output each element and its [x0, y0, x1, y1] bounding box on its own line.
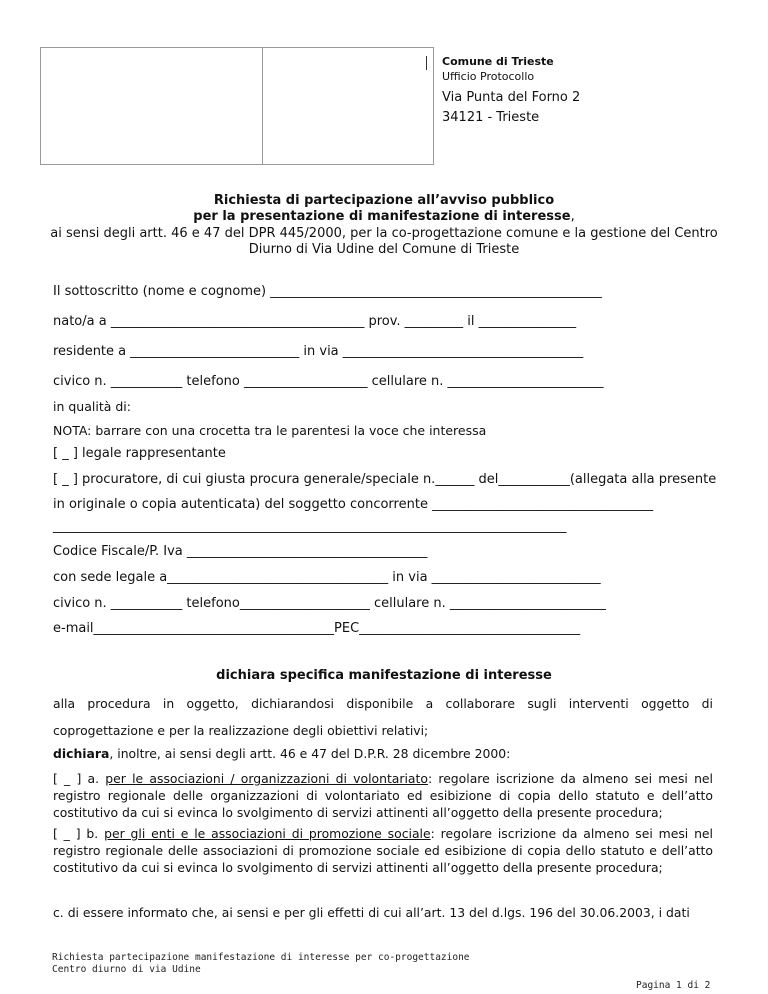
field-name[interactable]: Il sottoscritto (nome e cognome) ___________________________________________________ [53, 284, 602, 299]
field-contacts[interactable]: civico n. ___________ telefono ___________________ cellulare n. ________________________ [53, 374, 604, 389]
declaration-bold: dichiara [53, 746, 110, 761]
declaration-statement [53, 745, 713, 762]
field-office-contacts[interactable]: civico n. ___________ telefono____________________ cellulare n. ________________________ [53, 596, 606, 611]
protocol-stamp-box [40, 47, 434, 165]
footer-line1: Richiesta partecipazione manifestazione di interesse per co-progettazione [52, 952, 470, 963]
stamp-cell-right [262, 48, 435, 164]
option-b[interactable] [53, 825, 713, 876]
declaration-title: dichiara specifica manifestazione di interesse [216, 668, 552, 683]
field-tax-code[interactable]: Codice Fiscale/P. Iva _____________________________________ [53, 544, 428, 559]
option-b-subject: per gli enti e le associazioni di promozione sociale [104, 826, 431, 841]
document-subtitle [0, 209, 768, 224]
option-b-text: : regolare iscrizione da almeno sei mesi nel registro regionale delle associazioni di promozione sociale ed esibizione di copia dello statuto e dell’atto costitutivo da cui si evinca lo svolgimento di servizi attinenti all’oggetto della presente procedura; [53, 826, 713, 875]
checkbox-legal-representative[interactable]: [ _ ] legale rappresentante [53, 446, 226, 461]
option-a-text: : regolare iscrizione da almeno sei mesi nel registro regionale delle organizzazioni di volontariato ed esibizione di copia dello statuto e dell’atto costitutivo da cui si evinca lo svolgimento di servizi attinenti all’oggetto della presente procedura; [53, 771, 713, 820]
page-number: Pagina 1 di 2 [636, 980, 711, 991]
role-label: in qualità di: [53, 399, 131, 414]
document-reference-line1: ai sensi degli artt. 46 e 47 del DPR 445/2000, per la co-progettazione comune e la gestione del Centro [50, 226, 718, 241]
recipient-organization: Comune di Trieste [442, 55, 554, 68]
subtitle-rest: , [570, 209, 575, 224]
field-registered-office[interactable]: con sede legale a__________________________________ in via __________________________ [53, 570, 601, 585]
option-a-subject: per le associazioni / organizzazioni di volontariato [105, 771, 428, 786]
clause-c: c. di essere informato che, ai sensi e per gli effetti di cui all’art. 13 del d.lgs. 196 del 30.06.2003, i dati [53, 905, 690, 920]
option-a[interactable] [53, 770, 713, 821]
option-b-checkbox[interactable]: [ _ ] b. [53, 826, 105, 841]
field-subject[interactable]: in originale o copia autenticata) del soggetto concorrente __________________________________ [53, 497, 654, 512]
recipient-street: Via Punta del Forno 2 [442, 90, 581, 105]
document-title: Richiesta di partecipazione all’avviso pubblico [213, 193, 555, 208]
field-email-pec[interactable]: e-mail_____________________________________PEC__________________________________ [53, 621, 581, 636]
footer-line2: Centro diurno di via Udine [52, 964, 201, 975]
field-subject-continued[interactable]: _______________________________________________________________________________ [53, 519, 567, 534]
checkbox-attorney[interactable]: [ _ ] procuratore, di cui giusta procura generale/speciale n.______ del___________(allegata alla presente [53, 472, 717, 487]
subtitle-bold: per la presentazione di manifestazione di interesse [193, 209, 571, 224]
declaration-rest: , inoltre, ai sensi degli artt. 46 e 47 del D.P.R. 28 dicembre 2000: [109, 746, 511, 761]
stamp-cell-left [41, 48, 263, 164]
field-birth[interactable]: nato/a a _______________________________________ prov. _________ il _______________ [53, 314, 577, 329]
declaration-intro: alla procedura in oggetto, dichiarandosi disponibile a collaborare sugli interventi oggetto di coprogettazione e per la realizzazione degli obiettivi relativi; [53, 696, 713, 738]
note-text: NOTA: barrare con una crocetta tra le parentesi la voce che interessa [53, 423, 487, 438]
divider-mark [426, 56, 427, 70]
recipient-office: Ufficio Protocollo [442, 70, 535, 83]
field-residence[interactable]: residente a __________________________ in via _____________________________________ [53, 344, 584, 359]
option-a-checkbox[interactable]: [ _ ] a. [53, 771, 106, 786]
document-reference-line2: Diurno di Via Udine del Comune di Trieste [248, 242, 520, 257]
recipient-city: 34121 - Trieste [442, 110, 540, 125]
